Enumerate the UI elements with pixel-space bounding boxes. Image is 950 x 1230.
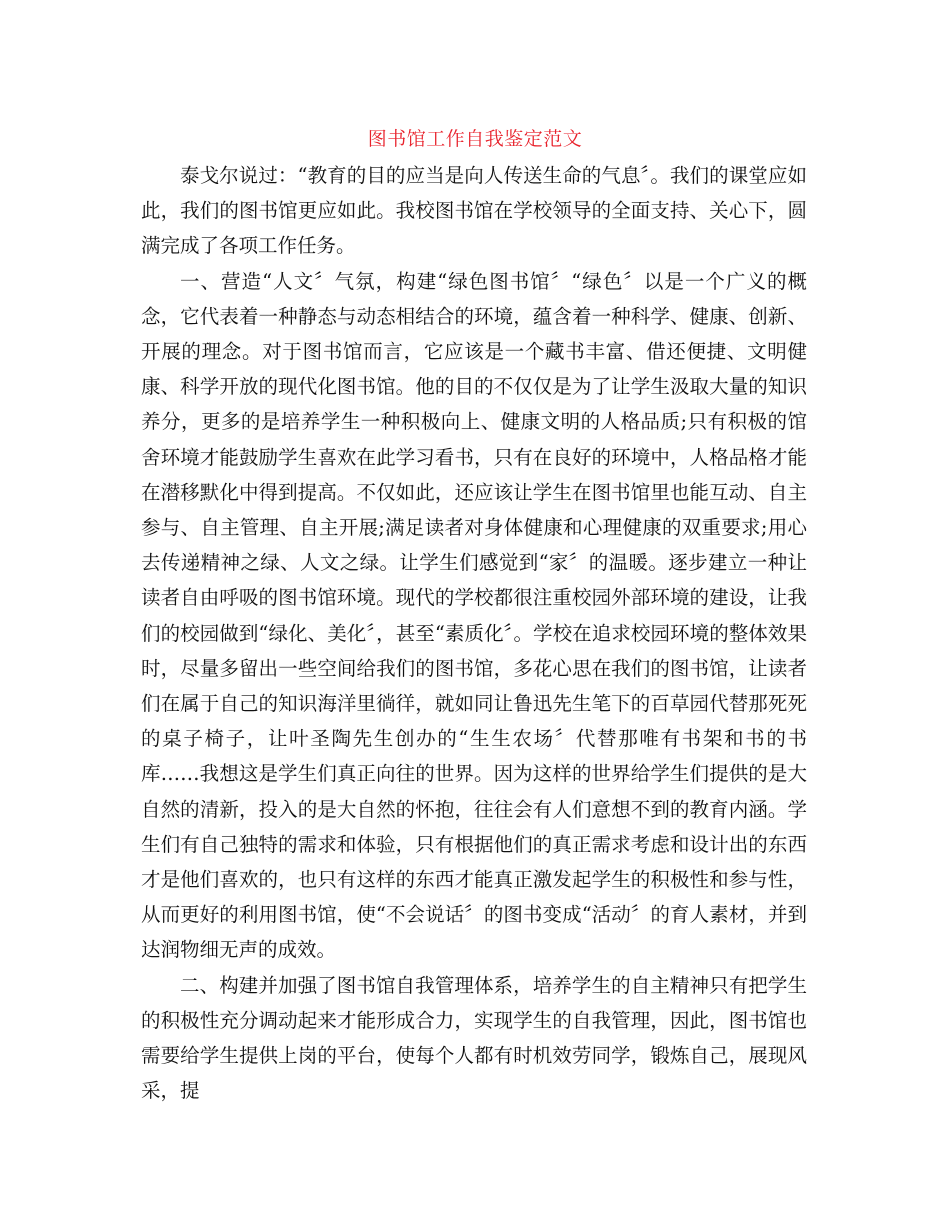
document-body	[141, 158, 807, 1108]
paragraph-intro: 泰戈尔说过：“教育的目的应当是向人传送生命的气息〞。我们的课堂应如此，我们的图书馆更应如此。我校图书馆在学校领导的全面支持、关心下，圆满完成了各项工作任务。	[141, 164, 807, 258]
paragraph-section-one: 一、营造“人文〞气氛，构建“绿色图书馆〞“绿色〞以是一个广义的概念，它代表着一种静态与动态相结合的环境，蕴含着一种科学、健康、创新、开展的理念。对于图书馆而言，它应该是一个藏书丰富、借还便捷、文明健康、科学开放的现代化图书馆。他的目的不仅仅是为了让学生汲取大量的知识养分，更多的是培养学生一种积极向上、健康文明的人格品质;只有积极的馆舍环境才能鼓励学生喜欢在此学习看书，只有在良好的环境中，人格品格才能在潜移默化中得到提高。不仅如此，还应该让学生在图书馆里也能互动、自主参与、自主管理、自主开展;满足读者对身体健康和心理健康的双重要求;用心去传递精神之绿、人文之绿。让学生们感觉到“家〞的温暖。逐步建立一种让读者自由呼吸的图书馆环境。现代的学校都很注重校园外部环境的建设，让我们的校园做到“绿化、美化〞，甚至“素质化〞。学校在追求校园环境的整体效果时，尽量多留出一些空间给我们的图书馆，多花心思在我们的图书馆，让读者们在属于自己的知识海洋里徜徉，就如同让鲁迅先生笔下的百草园代替那死死的桌子椅子，让叶圣陶先生创办的“生生农场〞代替那唯有书架和书的书库……我想这是学生们真正向往的世界。因为这样的世界给学生们提供的是大自然的清新，投入的是大自然的怀抱，往往会有人们意想不到的教育内涵。学生们有自己独特的需求和体验，只有根据他们的真正需求考虑和设计出的东西才是他们喜欢的，也只有这样的东西才能真正激发起学生的积极性和参与性，从而更好的利用图书馆，使“不会说话〞的图书变成“活动〞的育人素材，并到达润物细无声的成效。	[141, 269, 807, 962]
paragraph-section-two: 二、构建并加强了图书馆自我管理体系，培养学生的自主精神只有把学生的积极性充分调动起来才能形成合力，实现学生的自我管理，因此，图书馆也需要给学生提供上岗的平台，使每个人都有时机效劳同学，锻炼自己，展现风采，提	[141, 973, 807, 1103]
document-title: 图书馆工作自我鉴定范文	[367, 128, 583, 150]
